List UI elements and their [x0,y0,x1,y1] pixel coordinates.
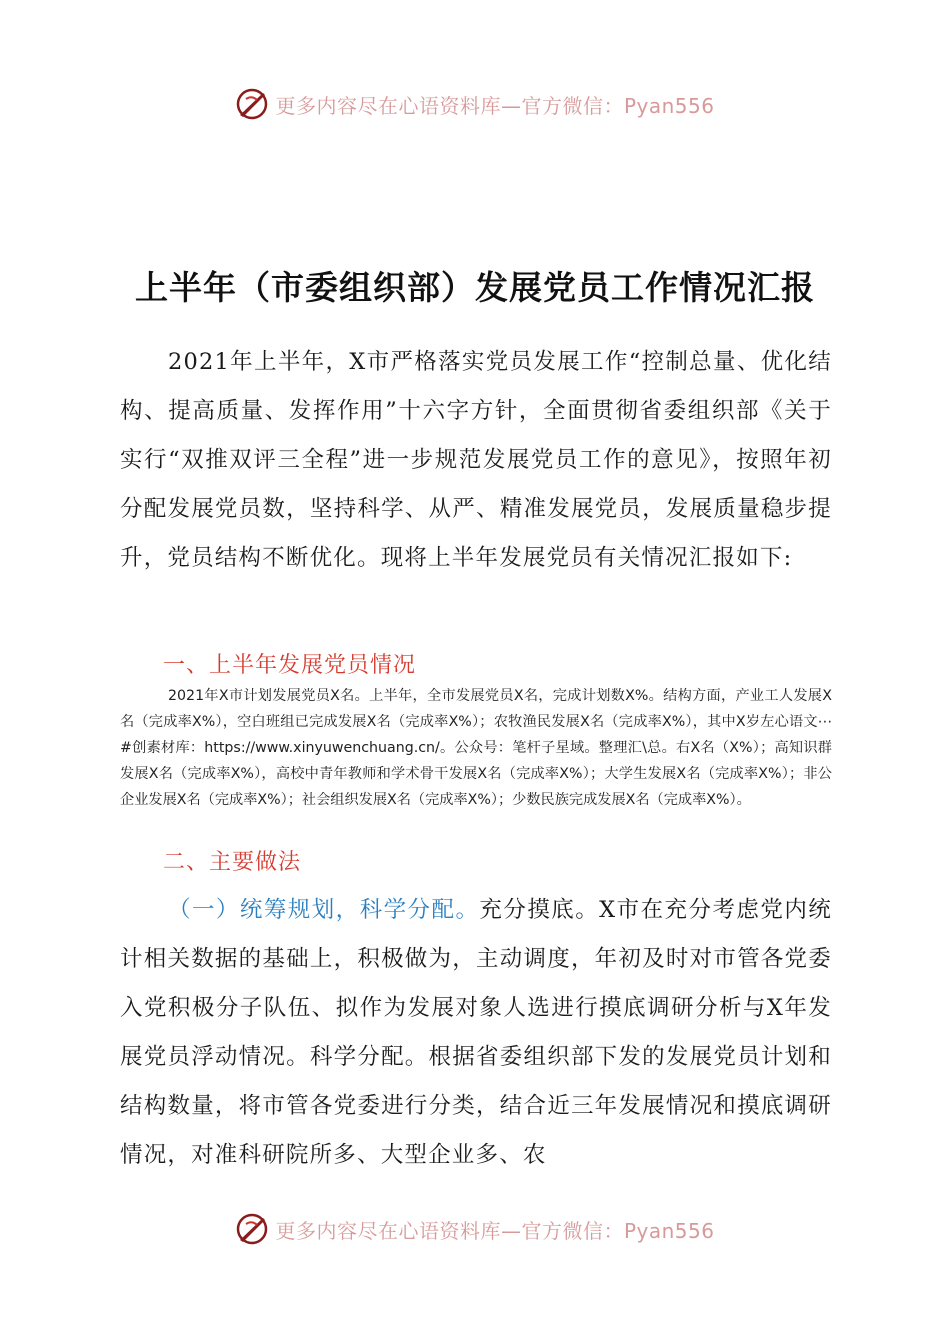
section-heading-2: 二、主要做法 [163,850,302,875]
section-2-paragraph [120,886,832,1186]
footer-banner [0,1209,950,1249]
banner-text: 更多内容尽在心语资料库—官方微信：Pyan556 [275,93,715,118]
pen-logo-icon [235,87,269,121]
document-title: 上半年（市委组织部）发展党员工作情况汇报 [135,268,815,307]
pen-logo-icon [235,1212,269,1246]
section-heading-1: 一、上半年发展党员情况 [163,653,417,678]
subsection-heading-1: （一）统筹规划，科学分配。 [168,897,480,923]
subsection-1-body: 充分摸底。X市在充分考虑党内统计相关数据的基础上，积极做为，主动调度，年初及时对市管各党委入党积极分子队伍、拟作为发展对象人选进行摸底调研分析与X年发展党员浮动情况。科学分配。根据省委组织部下发的发展党员计划和结构数量，将市管各党委进行分类，结合近三年发展情况和摸底调研情况，对准科研院所多、大型企业多、农 [120,897,832,1168]
intro-paragraph: 2021年上半年，X市严格落实党员发展工作“控制总量、优化结构、提高质量、发挥作用”十六字方针，全面贯彻省委组织部《关于实行“双推双评三全程”进一步规范发展党员工作的意见》，按照年初分配发展党员数，坚持科学、从严、精准发展党员，发展质量稳步提升，党员结构不断优化。现将上半年发展党员有关情况汇报如下: [120,349,832,571]
section-1-paragraph: 2021年X市计划发展党员X名。上半年，全市发展党员X名，完成计划数X%。结构方面，产业工人发展X名（完成率X%），空白班组已完成发展X名（完成率X%）；农牧渔民发展X名（完成率X%），其中X岁左心语文⋯#创素材库：https://www.xinyuwenchuang.cn/。公众号：笔杆子星域。整理汇\总。右X名（X%）；高知识群发展X名（完成率X%），高校中青年教师和学术骨干发展X名（完成率X%）；大学生发展X名（完成率X%）；非公企业发展X名（完成率X%）；社会组织发展X名（完成率X%）；少数民族完成发展X名（完成率X%）。 [120,688,832,808]
header-banner [0,84,950,124]
banner-text: 更多内容尽在心语资料库—官方微信：Pyan556 [275,1218,715,1243]
